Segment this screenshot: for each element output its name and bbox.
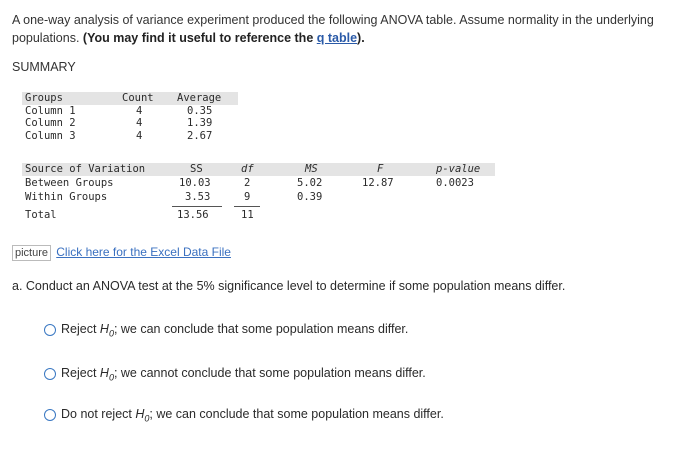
excel-file-line [12, 245, 231, 261]
summary-header-row [22, 92, 238, 105]
excel-data-link[interactable]: Click here for the Excel Data File [56, 245, 231, 259]
group-count: 4 [136, 117, 143, 129]
group-count: 4 [136, 129, 143, 142]
table-row [22, 130, 238, 143]
anova-header-source: Source of Variation [25, 163, 146, 175]
option-do-not-reject[interactable] [44, 407, 444, 424]
group-name: Column 2 [25, 117, 76, 129]
source-within: Within Groups [25, 191, 108, 203]
summary-header-count: Count [122, 92, 154, 104]
anova-header-df: df [241, 163, 254, 175]
source-between: Between Groups [25, 177, 114, 189]
anova-header-pvalue: p-value [436, 163, 481, 175]
group-name: Column 1 [25, 104, 76, 117]
summary-header-groups: Groups [25, 92, 63, 104]
anova-header-f: F [377, 163, 384, 175]
group-count: 4 [136, 104, 143, 117]
df-between: 2 [244, 177, 251, 189]
ss-between: 10.03 [179, 177, 211, 189]
option-label: Do not reject $H_0$; we can conclude that some population means differ. [61, 407, 444, 424]
intro-text: A one-way analysis of variance experiment produced the following ANOVA table. Assume normality in the underlying populations. [12, 13, 654, 45]
group-average: 0.35 [187, 104, 213, 117]
summary-table [22, 92, 238, 142]
p-value: 0.0023 [436, 177, 474, 189]
q-table-link[interactable]: q table [316, 31, 358, 45]
ms-between: 5.02 [297, 177, 323, 189]
ms-within: 0.39 [297, 191, 323, 203]
df-within: 9 [244, 191, 251, 203]
group-average: 1.39 [187, 117, 213, 129]
ss-divider [172, 206, 222, 207]
option-reject-cannot[interactable] [44, 366, 426, 383]
intro-hint: (You may find it useful to reference the q table). [82, 31, 365, 45]
summary-header-average: Average [177, 92, 222, 104]
table-row [22, 105, 238, 118]
picture-label: picture [12, 245, 51, 261]
question-a: a. Conduct an ANOVA test at the 5% significance level to determine if some population means differ. [12, 279, 566, 293]
f-value: 12.87 [362, 177, 394, 189]
ss-total: 13.56 [177, 209, 209, 221]
radio-button[interactable] [44, 368, 56, 380]
df-total: 11 [241, 209, 254, 221]
group-average: 2.67 [187, 129, 213, 142]
option-label: Reject $H_0$; we can conclude that some population means differ. [61, 322, 409, 339]
anova-header-ms: MS [305, 163, 318, 175]
problem-statement [12, 11, 688, 47]
radio-button[interactable] [44, 324, 56, 336]
ss-within: 3.53 [185, 191, 211, 203]
df-divider [234, 206, 260, 207]
table-row [22, 117, 238, 130]
option-label: Reject $H_0$; we cannot conclude that some population means differ. [61, 366, 426, 383]
summary-label: SUMMARY [12, 60, 76, 74]
anova-header-ss: SS [190, 163, 203, 175]
radio-button[interactable] [44, 409, 56, 421]
source-total: Total [25, 209, 57, 221]
group-name: Column 3 [25, 129, 76, 142]
option-reject-can[interactable] [44, 322, 408, 339]
